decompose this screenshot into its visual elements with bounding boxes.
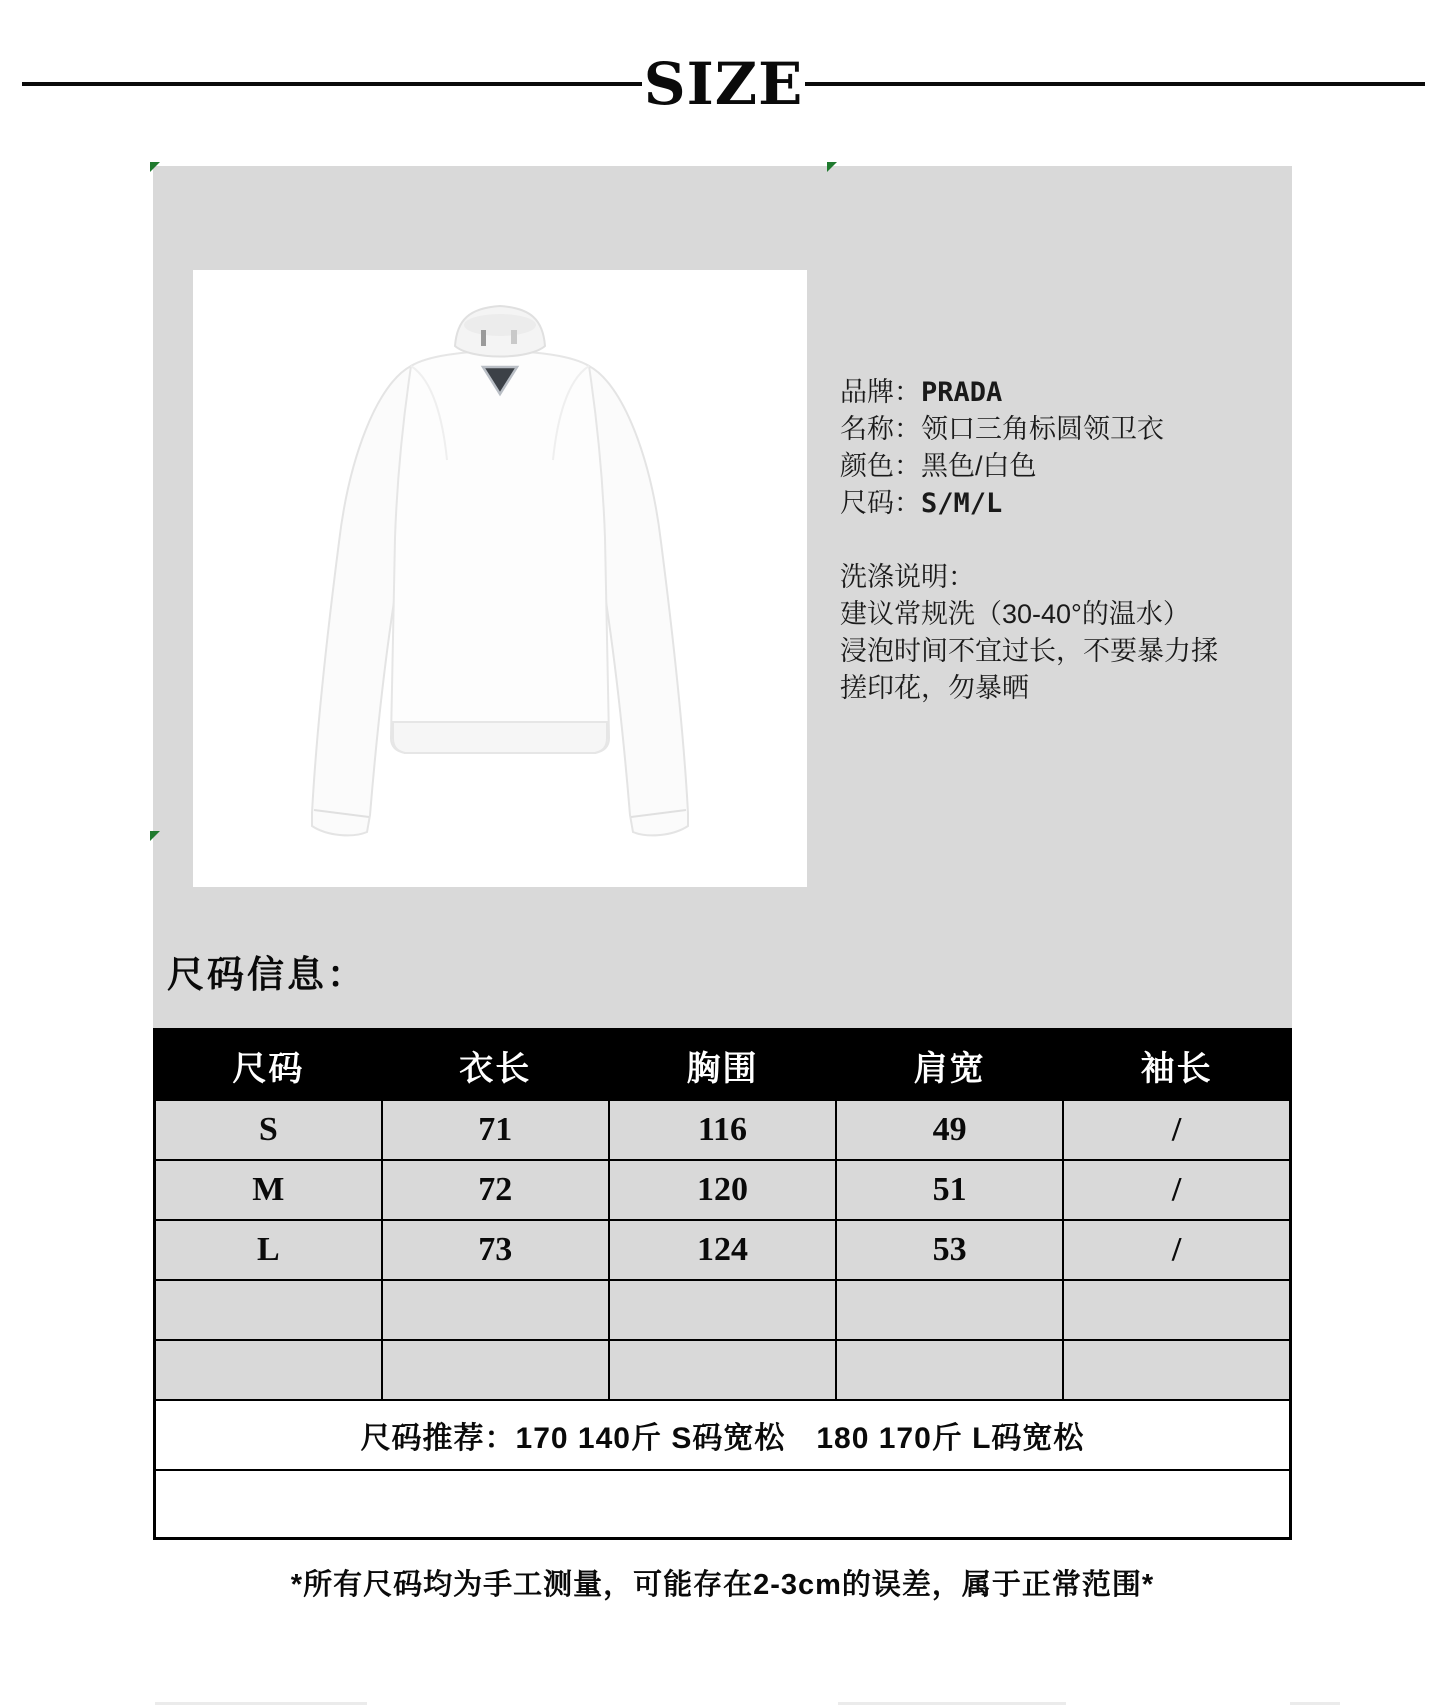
table-row-empty bbox=[155, 1280, 1291, 1340]
bottom-edge-stub bbox=[1290, 1702, 1340, 1705]
care-title: 洗涤说明： bbox=[840, 562, 975, 592]
table-cell: 72 bbox=[382, 1160, 609, 1220]
measurement-disclaimer: *所有尺码均为手工测量，可能存在2-3cm的误差，属于正常范围* bbox=[290, 1569, 1155, 1601]
table-cell bbox=[609, 1340, 836, 1400]
bottom-edge-stub bbox=[838, 1702, 1066, 1705]
info-spacer bbox=[840, 522, 1218, 559]
table-cell: / bbox=[1063, 1220, 1290, 1280]
product-panel bbox=[153, 166, 1292, 1028]
table-cell: / bbox=[1063, 1100, 1290, 1160]
table-cell bbox=[382, 1280, 609, 1340]
green-corner-mark bbox=[150, 162, 160, 172]
product-photo bbox=[193, 270, 807, 887]
table-cell: 116 bbox=[609, 1100, 836, 1160]
info-size-label: 尺码： bbox=[840, 488, 921, 518]
info-name-label: 名称： bbox=[840, 414, 921, 444]
info-name bbox=[840, 411, 1218, 448]
table-row bbox=[155, 1220, 1291, 1280]
page-title-row bbox=[0, 52, 1445, 116]
size-table bbox=[153, 1028, 1292, 1540]
care-line: 浸泡时间不宜过长，不要暴力揉 bbox=[840, 636, 1218, 666]
table-cell bbox=[155, 1340, 382, 1400]
table-cell: 124 bbox=[609, 1220, 836, 1280]
green-corner-mark bbox=[827, 162, 837, 172]
table-cell: 53 bbox=[836, 1220, 1063, 1280]
info-name-value: 领口三角标圆领卫衣 bbox=[921, 414, 1164, 444]
green-corner-mark bbox=[150, 831, 160, 841]
info-color-value: 黑色/白色 bbox=[921, 451, 1037, 481]
table-row bbox=[155, 1100, 1291, 1160]
table-cell: 49 bbox=[836, 1100, 1063, 1160]
table-cell: 120 bbox=[609, 1160, 836, 1220]
table-row-empty bbox=[155, 1470, 1291, 1539]
table-cell: 51 bbox=[836, 1160, 1063, 1220]
sweatshirt-image bbox=[193, 270, 807, 887]
info-size bbox=[840, 485, 1218, 522]
title-rule-right bbox=[805, 82, 1425, 86]
care-line: 建议常规洗（30-40°的温水） bbox=[840, 599, 1190, 629]
info-brand-label: 品牌： bbox=[840, 377, 921, 407]
product-info bbox=[840, 374, 1218, 707]
size-info-heading: 尺码信息： bbox=[167, 954, 367, 995]
table-cell bbox=[382, 1340, 609, 1400]
table-cell: S bbox=[155, 1100, 382, 1160]
table-cell: M bbox=[155, 1160, 382, 1220]
table-cell bbox=[609, 1280, 836, 1340]
info-size-value: S/M/L bbox=[921, 488, 1003, 519]
table-header-cell: 肩宽 bbox=[836, 1030, 1063, 1101]
table-cell: 73 bbox=[382, 1220, 609, 1280]
sweatshirt-body bbox=[391, 351, 609, 753]
size-recommendation: 尺码推荐：170 140斤 S码宽松 180 170斤 L码宽松 bbox=[155, 1400, 1291, 1470]
sweatshirt-hem bbox=[393, 722, 607, 753]
table-header-row bbox=[155, 1030, 1291, 1101]
table-cell bbox=[836, 1280, 1063, 1340]
table-cell: 71 bbox=[382, 1100, 609, 1160]
table-cell bbox=[155, 1280, 382, 1340]
table-row-empty bbox=[155, 1340, 1291, 1400]
care-line: 搓印花，勿暴晒 bbox=[840, 673, 1029, 703]
table-cell bbox=[836, 1340, 1063, 1400]
table-cell: L bbox=[155, 1220, 382, 1280]
table-header-cell: 胸围 bbox=[609, 1030, 836, 1101]
info-color-label: 颜色： bbox=[840, 451, 921, 481]
page-title: SIZE bbox=[643, 50, 804, 118]
info-brand bbox=[840, 374, 1218, 411]
table-cell bbox=[155, 1470, 1291, 1539]
title-rule-left bbox=[22, 82, 642, 86]
table-row bbox=[155, 1160, 1291, 1220]
bottom-edge-stub bbox=[155, 1702, 367, 1705]
table-header-cell: 尺码 bbox=[155, 1030, 382, 1101]
recommendation-row bbox=[155, 1400, 1291, 1470]
info-color bbox=[840, 448, 1218, 485]
table-cell bbox=[1063, 1280, 1290, 1340]
table-header-cell: 袖长 bbox=[1063, 1030, 1290, 1101]
table-header-cell: 衣长 bbox=[382, 1030, 609, 1101]
table-cell bbox=[1063, 1340, 1290, 1400]
info-brand-value: PRADA bbox=[921, 377, 1003, 408]
table-cell: / bbox=[1063, 1160, 1290, 1220]
